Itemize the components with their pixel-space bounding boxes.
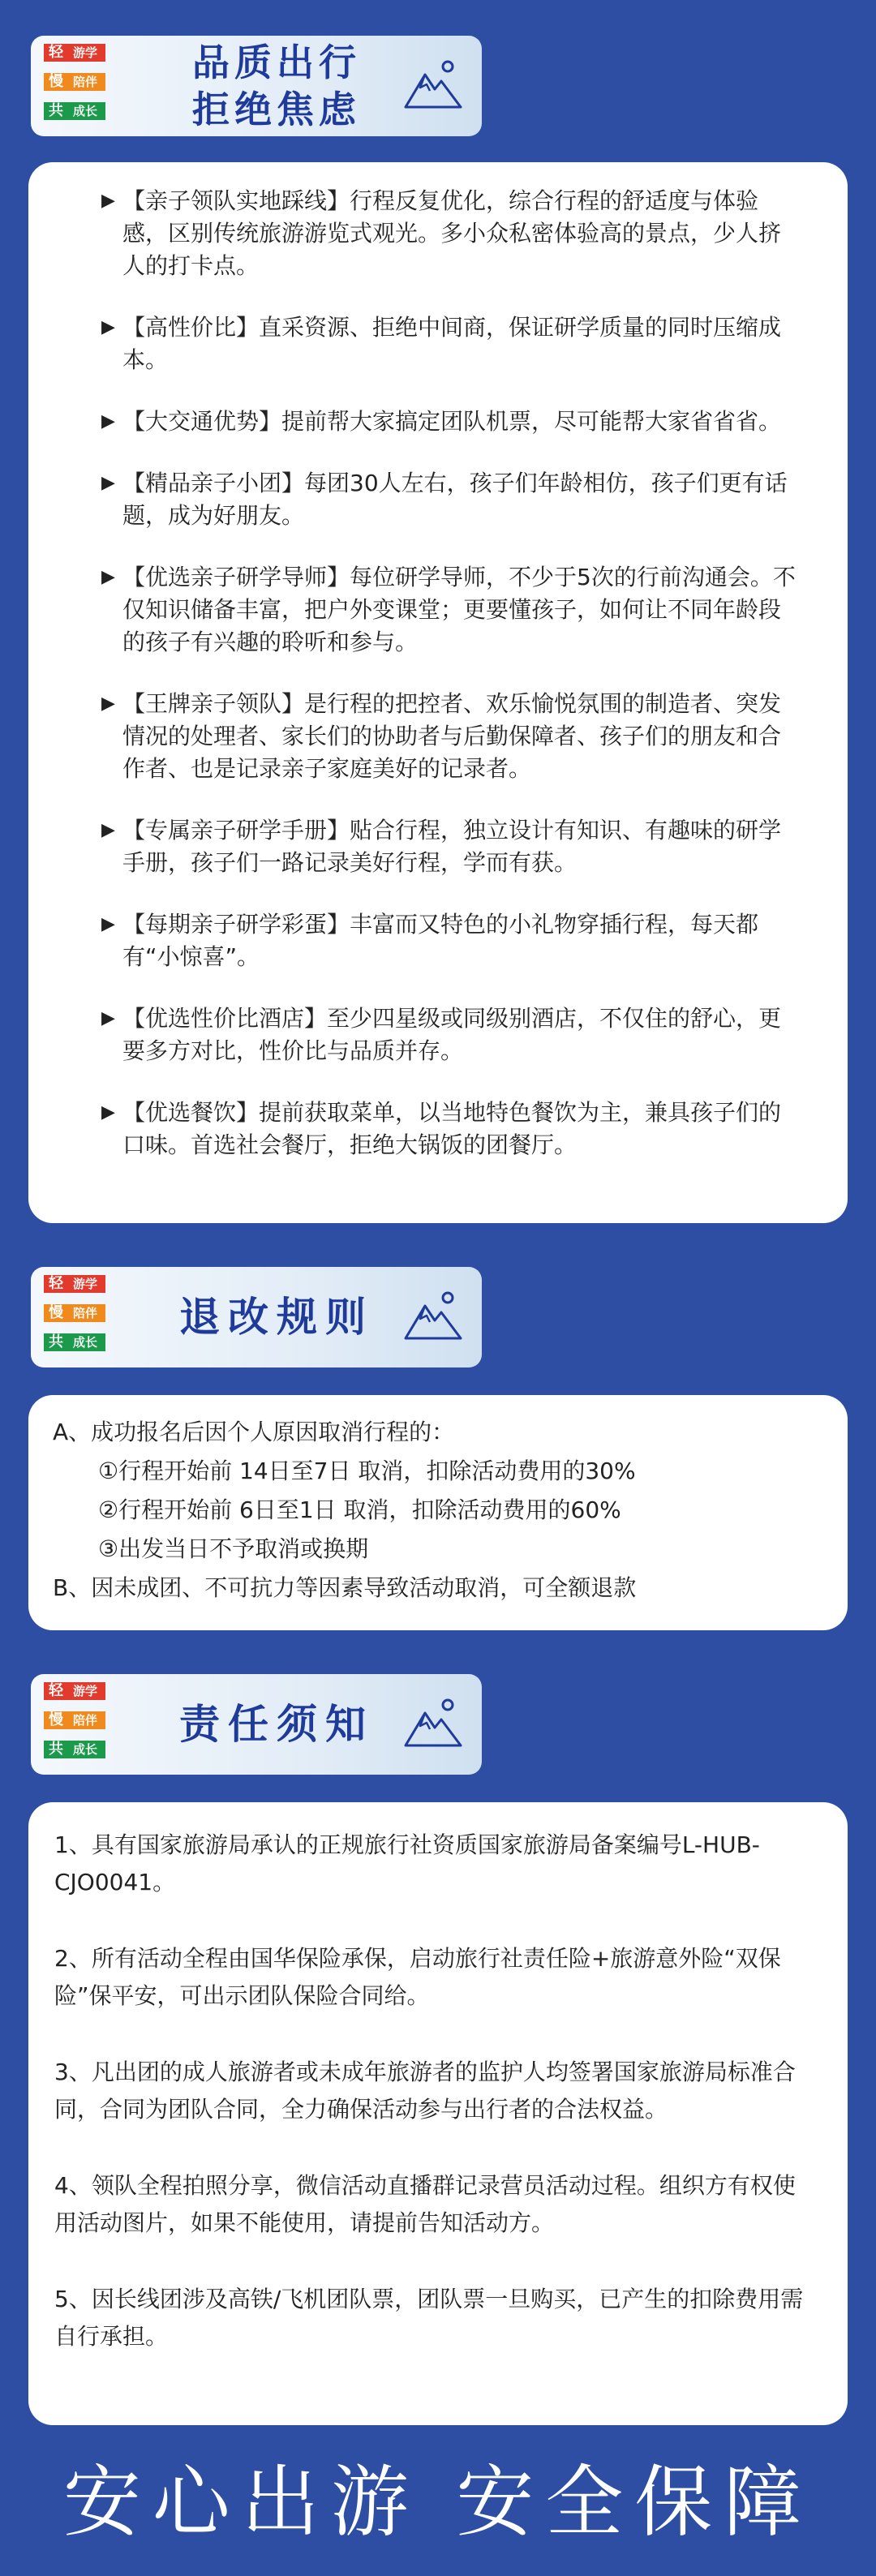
refund-line-b: B、因未成团、不可抗力等因素导致活动取消，可全额退款 bbox=[53, 1574, 637, 1601]
slogan-tags bbox=[44, 1682, 149, 1770]
feature-item: ▶ 【专属亲子研学手册】贴合行程，独立设计有知识、有趣味的研学手册，孩子们一路记录美好行程，学而有获。 bbox=[101, 814, 799, 879]
tag-light-study: 轻 游学 bbox=[44, 1275, 149, 1293]
arrow-right-icon: ▶ bbox=[101, 567, 115, 587]
tag-slow-company: 慢 陪伴 bbox=[44, 73, 149, 91]
arrow-right-icon: ▶ bbox=[101, 1008, 115, 1028]
refund-sub-2: ②行程开始前 6日至1日 取消，扣除活动费用的60% bbox=[98, 1496, 621, 1523]
notice-item: 3、凡出团的成人旅游者或未成年旅游者的监护人均签署国家旅游局标准合同，合同为团队合同，全力确保活动参与出行者的合法权益。 bbox=[54, 2059, 796, 2123]
arrow-right-icon: ▶ bbox=[101, 317, 115, 337]
feature-item: ▶ 【精品亲子小团】每团30人左右，孩子们年龄相仿，孩子们更有话题，成为好朋友。 bbox=[101, 467, 799, 532]
feature-item: ▶ 【优选餐饮】提前获取菜单，以当地特色餐饮为主，兼具孩子们的口味。首选社会餐厅，拒绝大锅饭的团餐厅。 bbox=[101, 1097, 799, 1161]
tag-grow-together: 共 成长 bbox=[44, 102, 149, 120]
mountain-icon bbox=[402, 1288, 464, 1345]
feature-item: ▶ 【大交通优势】提前帮大家搞定团队机票，尽可能帮大家省省省。 bbox=[101, 406, 799, 438]
section-title bbox=[167, 1267, 386, 1367]
arrow-right-icon: ▶ bbox=[101, 411, 115, 431]
notice-item: 4、领队全程拍照分享，微信活动直播群记录营员活动过程。组织方有权使用活动图片，如果不能使用，请提前告知活动方。 bbox=[54, 2172, 796, 2236]
section-title-refund: 退改规则 bbox=[179, 1293, 374, 1341]
arrow-right-icon: ▶ bbox=[101, 473, 115, 493]
arrow-right-icon: ▶ bbox=[101, 191, 115, 211]
feature-item: ▶ 【王牌亲子领队】是行程的把控者、欢乐愉悦氛围的制造者、突发情况的处理者、家长们的协助者与后勤保障者、孩子们的朋友和合作者、也是记录亲子家庭美好的记录者。 bbox=[101, 688, 799, 785]
section-header-notice bbox=[31, 1674, 482, 1775]
arrow-right-icon: ▶ bbox=[101, 820, 115, 840]
slogan-tags bbox=[44, 1275, 149, 1363]
slogan-tags bbox=[44, 44, 149, 131]
tag-grow-together: 共 成长 bbox=[44, 1333, 149, 1351]
tag-grow-together: 共 成长 bbox=[44, 1741, 149, 1758]
notice-item: 5、因长线团涉及高铁/飞机团队票，团队票一旦购买，已产生的扣除费用需自行承担。 bbox=[54, 2286, 804, 2350]
notice-item: 2、所有活动全程由国华保险承保，启动旅行社责任险+旅游意外险“双保险”保平安，可出示团队保险合同给。 bbox=[54, 1945, 781, 2009]
tag-light-study: 轻 游学 bbox=[44, 44, 149, 62]
feature-item: ▶ 【亲子领队实地踩线】行程反复优化，综合行程的舒适度与体验感，区别传统旅游游览式观光。多小众私密体验高的景点，少人挤人的打卡点。 bbox=[101, 185, 799, 282]
tag-slow-company: 慢 陪伴 bbox=[44, 1711, 149, 1729]
footer-slogan: 安心出游 安全保障 bbox=[62, 2457, 814, 2548]
arrow-right-icon: ▶ bbox=[101, 1102, 115, 1123]
refund-card bbox=[28, 1395, 848, 1630]
tag-light-study: 轻 游学 bbox=[44, 1682, 149, 1700]
section-title bbox=[167, 36, 386, 136]
section-title bbox=[167, 1674, 386, 1775]
section-header-refund bbox=[31, 1267, 482, 1367]
mountain-icon bbox=[402, 57, 464, 114]
section-title-notice: 责任须知 bbox=[179, 1700, 374, 1748]
feature-item: ▶ 【每期亲子研学彩蛋】丰富而又特色的小礼物穿插行程，每天都有“小惊喜”。 bbox=[101, 908, 799, 973]
section-title-line1: 品质出行 bbox=[192, 41, 361, 84]
refund-line-a: A、成功报名后因个人原因取消行程的： bbox=[53, 1419, 455, 1445]
features-card bbox=[28, 162, 848, 1223]
refund-sub-1: ①行程开始前 14日至7日 取消，扣除活动费用的30% bbox=[98, 1458, 636, 1484]
section-header-quality bbox=[31, 36, 482, 136]
refund-sub-3: ③出发当日不予取消或换期 bbox=[98, 1535, 369, 1562]
feature-item: ▶ 【高性价比】直采资源、拒绝中间商，保证研学质量的同时压缩成本。 bbox=[101, 311, 799, 376]
feature-item: ▶ 【优选亲子研学导师】每位研学导师，不少于5次的行前沟通会。不仅知识储备丰富，把户外变课堂；更要懂孩子，如何让不同年龄段的孩子有兴趣的聆听和参与。 bbox=[101, 561, 799, 659]
notice-item: 1、具有国家旅游局承认的正规旅行社资质国家旅游局备案编号L-HUB-CJO0041。 bbox=[54, 1831, 760, 1896]
feature-item: ▶ 【优选性价比酒店】至少四星级或同级别酒店，不仅住的舒心，更要多方对比，性价比与品质并存。 bbox=[101, 1002, 799, 1067]
tag-slow-company: 慢 陪伴 bbox=[44, 1304, 149, 1322]
arrow-right-icon: ▶ bbox=[101, 693, 115, 714]
arrow-right-icon: ▶ bbox=[101, 914, 115, 934]
section-title-line2: 拒绝焦虑 bbox=[192, 88, 361, 131]
mountain-icon bbox=[402, 1695, 464, 1752]
notice-card bbox=[28, 1802, 848, 2425]
